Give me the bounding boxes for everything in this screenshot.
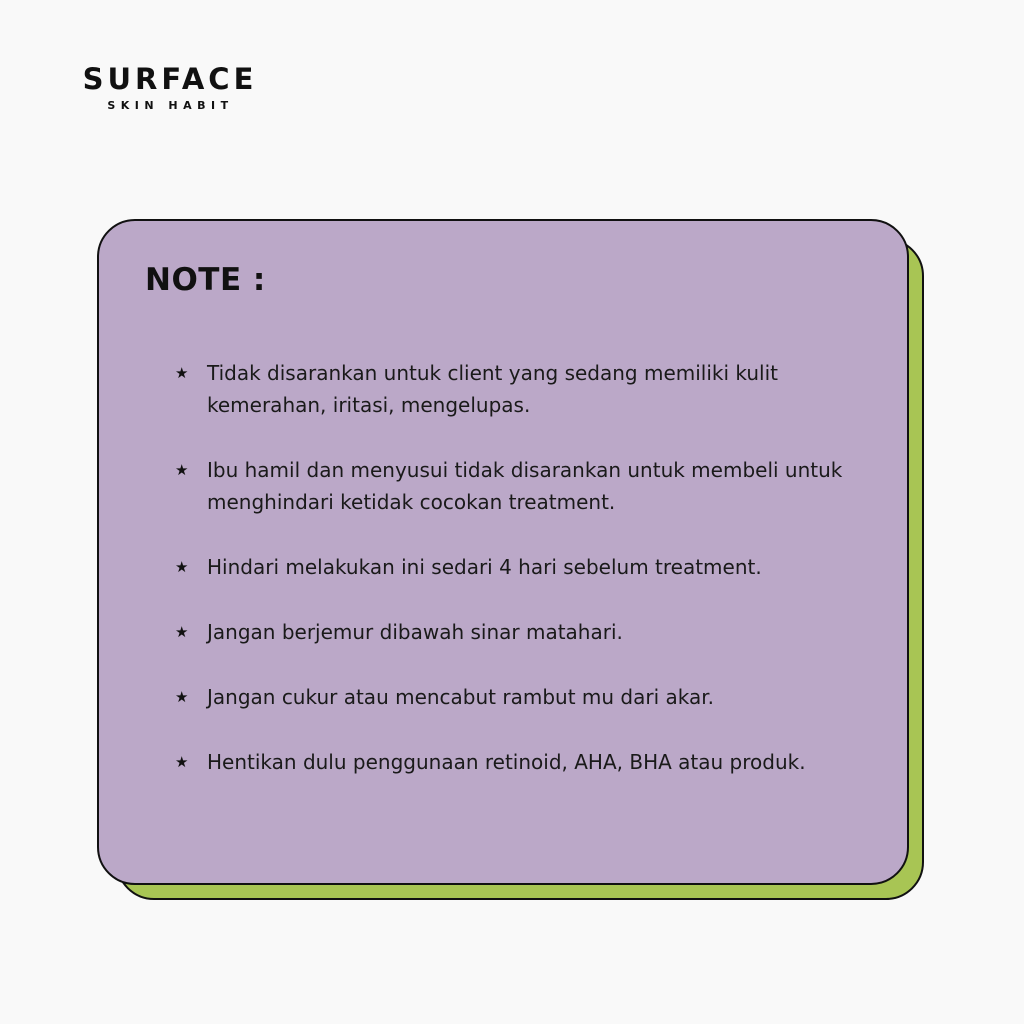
list-item [175, 616, 855, 648]
list-item-text: Jangan berjemur dibawah sinar matahari. [207, 620, 623, 644]
list-item [175, 746, 855, 778]
brand-logo [72, 62, 264, 113]
star-icon: ★ [175, 688, 189, 706]
note-list [175, 357, 855, 811]
star-icon: ★ [175, 623, 189, 641]
list-item [175, 454, 855, 518]
brand-tagline: SKIN HABIT [107, 99, 234, 112]
list-item [175, 681, 855, 713]
star-icon: ★ [175, 558, 189, 576]
star-icon: ★ [175, 364, 189, 382]
list-item-text: Jangan cukur atau mencabut rambut mu dari akar. [207, 685, 715, 709]
note-card [97, 219, 909, 885]
note-title: NOTE : [145, 262, 266, 298]
list-item-text: Tidak disarankan untuk client yang sedang memiliki kulit kemerahan, iritasi, mengelupas. [207, 361, 779, 417]
list-item [175, 357, 855, 421]
list-item [175, 551, 855, 583]
list-item-text: Ibu hamil dan menyusui tidak disarankan untuk membeli untuk menghindari ketidak cocokan treatment. [207, 458, 843, 514]
star-icon: ★ [175, 753, 189, 771]
brand-name: SURFACE [82, 62, 258, 96]
list-item-text: Hentikan dulu penggunaan retinoid, AHA, BHA atau produk. [207, 750, 806, 774]
star-icon: ★ [175, 461, 189, 479]
list-item-text: Hindari melakukan ini sedari 4 hari sebelum treatment. [207, 555, 762, 579]
